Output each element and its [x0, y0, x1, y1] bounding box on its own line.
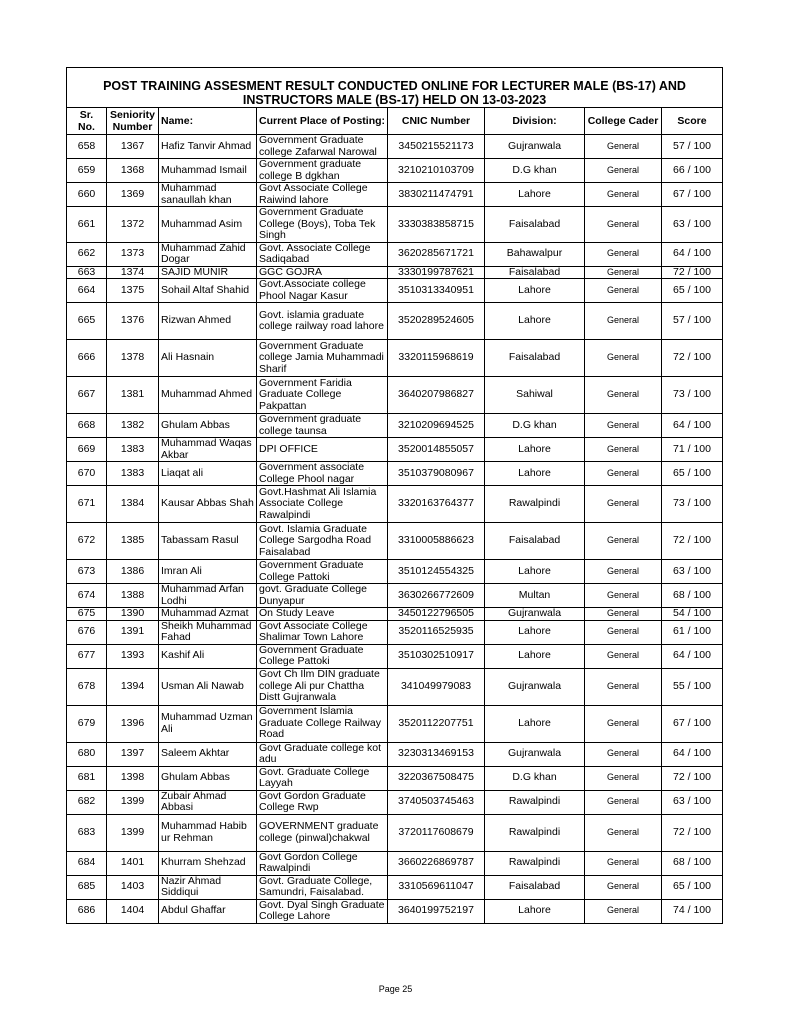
row-name: SAJID MUNIR — [159, 266, 257, 279]
row-seniority: 1399 — [107, 814, 159, 851]
row-seniority: 1368 — [107, 159, 159, 183]
row-name: Sohail Altaf Shahid — [159, 279, 257, 303]
row-seniority: 1393 — [107, 644, 159, 668]
row-name: Muhammad Arfan Lodhi — [159, 584, 257, 608]
row-cnic: 3740503745463 — [388, 790, 485, 814]
row-cadre: General — [585, 620, 662, 644]
row-posting: Govt. Graduate College Layyah — [257, 766, 388, 790]
row-name: Tabassam Rasul — [159, 523, 257, 560]
table-row — [67, 303, 723, 340]
row-cnic: 3210210103709 — [388, 159, 485, 183]
row-cadre: General — [585, 644, 662, 668]
row-posting: GGC GOJRA — [257, 266, 388, 279]
header-cadre: College Cader — [585, 108, 662, 135]
table-row — [67, 266, 723, 279]
row-cadre: General — [585, 377, 662, 414]
row-division: Bahawalpur — [485, 242, 585, 266]
table-row — [67, 899, 723, 923]
row-seniority: 1401 — [107, 851, 159, 875]
row-score: 68 / 100 — [662, 584, 723, 608]
row-sr: 658 — [67, 135, 107, 159]
row-cadre: General — [585, 340, 662, 377]
row-division: D.G khan — [485, 766, 585, 790]
row-posting: Government Graduate College (Boys), Toba Tek Singh — [257, 207, 388, 243]
row-score: 73 / 100 — [662, 486, 723, 523]
row-name: Ghulam Abbas — [159, 766, 257, 790]
row-name: Kashif Ali — [159, 644, 257, 668]
row-sr: 683 — [67, 814, 107, 851]
row-name: Muhammad Habib ur Rehman — [159, 814, 257, 851]
row-seniority: 1378 — [107, 340, 159, 377]
header-division: Division: — [485, 108, 585, 135]
row-cnic: 3330199787621 — [388, 266, 485, 279]
row-seniority: 1394 — [107, 668, 159, 705]
row-name: Muhammad Asim — [159, 207, 257, 243]
row-score: 65 / 100 — [662, 279, 723, 303]
header-name: Name: — [159, 108, 257, 135]
row-name: Nazir Ahmad Siddiqui — [159, 875, 257, 899]
row-cadre: General — [585, 790, 662, 814]
row-sr: 682 — [67, 790, 107, 814]
row-division: Gujranwala — [485, 668, 585, 705]
row-cadre: General — [585, 266, 662, 279]
row-seniority: 1382 — [107, 414, 159, 438]
row-division: Sahiwal — [485, 377, 585, 414]
table-row — [67, 620, 723, 644]
row-posting: Govt. Islamia Graduate College Sargodha Road Faisalabad — [257, 523, 388, 560]
header-posting: Current Place of Posting: — [257, 108, 388, 135]
row-seniority: 1375 — [107, 279, 159, 303]
row-seniority: 1388 — [107, 584, 159, 608]
row-score: 63 / 100 — [662, 560, 723, 584]
row-division: Lahore — [485, 279, 585, 303]
row-cnic: 3520116525935 — [388, 620, 485, 644]
row-cadre: General — [585, 851, 662, 875]
row-cnic: 3510302510917 — [388, 644, 485, 668]
table-row — [67, 462, 723, 486]
row-sr: 671 — [67, 486, 107, 523]
table-row — [67, 377, 723, 414]
table-row — [67, 851, 723, 875]
row-division: Faisalabad — [485, 207, 585, 243]
table-row — [67, 766, 723, 790]
table-row — [67, 135, 723, 159]
row-cadre: General — [585, 705, 662, 742]
row-name: Ali Hasnain — [159, 340, 257, 377]
row-posting: Govt. Associate College Sadiqabad — [257, 242, 388, 266]
row-cadre: General — [585, 303, 662, 340]
row-seniority: 1383 — [107, 462, 159, 486]
row-posting: Government Faridia Graduate College Pakpattan — [257, 377, 388, 414]
row-sr: 673 — [67, 560, 107, 584]
row-cnic: 3630266772609 — [388, 584, 485, 608]
table-row — [67, 242, 723, 266]
row-division: Faisalabad — [485, 340, 585, 377]
row-division: Gujranwala — [485, 608, 585, 621]
row-cnic: 3320163764377 — [388, 486, 485, 523]
row-seniority: 1404 — [107, 899, 159, 923]
row-division: Lahore — [485, 620, 585, 644]
row-seniority: 1390 — [107, 608, 159, 621]
row-cadre: General — [585, 608, 662, 621]
row-cnic: 3720117608679 — [388, 814, 485, 851]
header-seniority — [107, 108, 159, 135]
row-score: 54 / 100 — [662, 608, 723, 621]
row-name: Kausar Abbas Shah — [159, 486, 257, 523]
table-row — [67, 340, 723, 377]
row-name: Saleem Akhtar — [159, 742, 257, 766]
row-cnic: 3310569611047 — [388, 875, 485, 899]
row-seniority: 1396 — [107, 705, 159, 742]
row-posting: Govt Associate College Raiwind lahore — [257, 183, 388, 207]
row-posting: On Study Leave — [257, 608, 388, 621]
row-score: 63 / 100 — [662, 207, 723, 243]
row-score: 64 / 100 — [662, 242, 723, 266]
row-seniority: 1391 — [107, 620, 159, 644]
row-division: D.G khan — [485, 414, 585, 438]
row-name: Liaqat ali — [159, 462, 257, 486]
page-number: Page 25 — [378, 984, 413, 994]
row-name: Imran Ali — [159, 560, 257, 584]
row-name: Zubair Ahmad Abbasi — [159, 790, 257, 814]
row-name: Ghulam Abbas — [159, 414, 257, 438]
row-score: 61 / 100 — [662, 620, 723, 644]
row-posting: Government graduate college taunsa — [257, 414, 388, 438]
row-name: Muhammad Zahid Dogar — [159, 242, 257, 266]
row-sr: 662 — [67, 242, 107, 266]
row-posting: Government Graduate College Pattoki — [257, 560, 388, 584]
row-sr: 675 — [67, 608, 107, 621]
row-name: Sheikh Muhammad Fahad — [159, 620, 257, 644]
row-name: Hafiz Tanvir Ahmad — [159, 135, 257, 159]
row-score: 72 / 100 — [662, 266, 723, 279]
row-cnic: 3220367508475 — [388, 766, 485, 790]
table-row — [67, 279, 723, 303]
row-cadre: General — [585, 242, 662, 266]
row-cadre: General — [585, 414, 662, 438]
row-score: 57 / 100 — [662, 303, 723, 340]
row-cadre: General — [585, 742, 662, 766]
row-name: Muhammad Waqas Akbar — [159, 438, 257, 462]
row-posting: DPI OFFICE — [257, 438, 388, 462]
row-cnic: 3510313340951 — [388, 279, 485, 303]
row-score: 72 / 100 — [662, 814, 723, 851]
results-table — [66, 67, 723, 924]
row-score: 67 / 100 — [662, 183, 723, 207]
table-row — [67, 438, 723, 462]
row-posting: Government Graduate college Zafarwal Narowal — [257, 135, 388, 159]
table-row — [67, 668, 723, 705]
page-title — [67, 68, 723, 108]
table-row — [67, 183, 723, 207]
row-sr: 668 — [67, 414, 107, 438]
row-sr: 660 — [67, 183, 107, 207]
row-posting: Govt Associate College Shalimar Town Lahore — [257, 620, 388, 644]
row-sr: 679 — [67, 705, 107, 742]
row-name: Muhammad Ahmed — [159, 377, 257, 414]
row-cadre: General — [585, 560, 662, 584]
row-posting: Government Islamia Graduate College Railway Road — [257, 705, 388, 742]
row-division: D.G khan — [485, 159, 585, 183]
row-posting: GOVERNMENT graduate college (pinwal)chakwal — [257, 814, 388, 851]
row-posting: Govt. Dyal Singh Graduate College Lahore — [257, 899, 388, 923]
row-sr: 677 — [67, 644, 107, 668]
table-row — [67, 742, 723, 766]
row-score: 64 / 100 — [662, 414, 723, 438]
row-division: Lahore — [485, 705, 585, 742]
table-body — [67, 135, 723, 924]
table-row — [67, 814, 723, 851]
row-seniority: 1398 — [107, 766, 159, 790]
row-score: 73 / 100 — [662, 377, 723, 414]
row-division: Lahore — [485, 560, 585, 584]
row-division: Lahore — [485, 644, 585, 668]
row-seniority: 1373 — [107, 242, 159, 266]
row-score: 65 / 100 — [662, 462, 723, 486]
row-division: Rawalpindi — [485, 814, 585, 851]
row-cnic: 3520112207751 — [388, 705, 485, 742]
row-name: Rizwan Ahmed — [159, 303, 257, 340]
row-name: Muhammad Azmat — [159, 608, 257, 621]
row-posting: Government Graduate college Jamia Muhammadi Sharif — [257, 340, 388, 377]
row-seniority: 1399 — [107, 790, 159, 814]
row-score: 68 / 100 — [662, 851, 723, 875]
row-cadre: General — [585, 207, 662, 243]
row-division: Rawalpindi — [485, 790, 585, 814]
row-posting: Govt Ch Ilm DIN graduate college Ali pur Chattha Distt Gujranwala — [257, 668, 388, 705]
row-sr: 678 — [67, 668, 107, 705]
row-seniority: 1376 — [107, 303, 159, 340]
row-division: Gujranwala — [485, 742, 585, 766]
row-cnic: 3320115968619 — [388, 340, 485, 377]
row-cnic: 3620285671721 — [388, 242, 485, 266]
table-row — [67, 207, 723, 243]
row-seniority: 1383 — [107, 438, 159, 462]
row-name: Usman Ali Nawab — [159, 668, 257, 705]
row-score: 55 / 100 — [662, 668, 723, 705]
header-seniority-line-2: Number — [112, 121, 153, 133]
row-sr: 670 — [67, 462, 107, 486]
row-sr: 681 — [67, 766, 107, 790]
row-division: Faisalabad — [485, 266, 585, 279]
row-posting: Government graduate college B dgkhan — [257, 159, 388, 183]
row-cadre: General — [585, 875, 662, 899]
row-division: Faisalabad — [485, 875, 585, 899]
row-name: Muhammad sanaullah khan — [159, 183, 257, 207]
table-row — [67, 790, 723, 814]
row-seniority: 1372 — [107, 207, 159, 243]
row-sr: 663 — [67, 266, 107, 279]
row-cnic: 3310005886623 — [388, 523, 485, 560]
header-row — [67, 108, 723, 135]
row-cnic: 3520289524605 — [388, 303, 485, 340]
row-posting: Government Graduate College Pattoki — [257, 644, 388, 668]
row-division: Rawalpindi — [485, 851, 585, 875]
row-cadre: General — [585, 462, 662, 486]
row-sr: 664 — [67, 279, 107, 303]
row-posting: Govt.Associate college Phool Nagar Kasur — [257, 279, 388, 303]
row-cnic: 341049979083 — [388, 668, 485, 705]
header-score: Score — [662, 108, 723, 135]
title-row — [67, 68, 723, 108]
row-posting: Government associate College Phool nagar — [257, 462, 388, 486]
row-posting: Govt Gordon Graduate College Rwp — [257, 790, 388, 814]
table-row — [67, 523, 723, 560]
row-score: 57 / 100 — [662, 135, 723, 159]
row-sr: 665 — [67, 303, 107, 340]
row-cnic: 3640207986827 — [388, 377, 485, 414]
row-sr: 680 — [67, 742, 107, 766]
row-cnic: 3330383858715 — [388, 207, 485, 243]
results-sheet — [66, 67, 722, 924]
row-sr: 672 — [67, 523, 107, 560]
table-row — [67, 414, 723, 438]
table-row — [67, 159, 723, 183]
row-sr: 661 — [67, 207, 107, 243]
row-score: 64 / 100 — [662, 644, 723, 668]
row-division: Faisalabad — [485, 523, 585, 560]
title-line-1: POST TRAINING ASSESMENT RESULT CONDUCTED ONLINE FOR LECTURER MALE (BS-17) AND — [103, 79, 686, 93]
row-division: Lahore — [485, 899, 585, 923]
row-sr: 666 — [67, 340, 107, 377]
row-division: Gujranwala — [485, 135, 585, 159]
row-cnic: 3450122796505 — [388, 608, 485, 621]
table-row — [67, 608, 723, 621]
row-sr: 686 — [67, 899, 107, 923]
row-seniority: 1386 — [107, 560, 159, 584]
row-cnic: 3450215521173 — [388, 135, 485, 159]
row-score: 67 / 100 — [662, 705, 723, 742]
row-posting: Govt Graduate college kot adu — [257, 742, 388, 766]
row-name: Abdul Ghaffar — [159, 899, 257, 923]
row-seniority: 1385 — [107, 523, 159, 560]
row-seniority: 1384 — [107, 486, 159, 523]
row-seniority: 1381 — [107, 377, 159, 414]
table-row — [67, 705, 723, 742]
row-division: Rawalpindi — [485, 486, 585, 523]
row-posting: govt. Graduate College Dunyapur — [257, 584, 388, 608]
row-cadre: General — [585, 899, 662, 923]
row-cadre: General — [585, 135, 662, 159]
table-row — [67, 486, 723, 523]
row-score: 72 / 100 — [662, 766, 723, 790]
table-row — [67, 644, 723, 668]
row-cnic: 3660226869787 — [388, 851, 485, 875]
row-posting: Govt Gordon College Rawalpindi — [257, 851, 388, 875]
table-row — [67, 584, 723, 608]
row-division: Lahore — [485, 438, 585, 462]
row-posting: Govt. islamia graduate college railway road lahore — [257, 303, 388, 340]
row-sr: 685 — [67, 875, 107, 899]
row-seniority: 1369 — [107, 183, 159, 207]
row-score: 72 / 100 — [662, 340, 723, 377]
row-cadre: General — [585, 486, 662, 523]
row-seniority: 1367 — [107, 135, 159, 159]
row-cadre: General — [585, 159, 662, 183]
row-seniority: 1374 — [107, 266, 159, 279]
row-sr: 667 — [67, 377, 107, 414]
row-cnic: 3510124554325 — [388, 560, 485, 584]
header-seniority-line-1: Seniority — [110, 109, 155, 121]
row-cnic: 3510379080967 — [388, 462, 485, 486]
row-cadre: General — [585, 766, 662, 790]
row-sr: 676 — [67, 620, 107, 644]
row-sr: 674 — [67, 584, 107, 608]
row-division: Lahore — [485, 183, 585, 207]
row-cadre: General — [585, 523, 662, 560]
header-sr — [67, 108, 107, 135]
header-cnic: CNIC Number — [388, 108, 485, 135]
row-score: 71 / 100 — [662, 438, 723, 462]
row-score: 64 / 100 — [662, 742, 723, 766]
row-cadre: General — [585, 279, 662, 303]
title-line-2: INSTRUCTORS MALE (BS-17) HELD ON 13-03-2023 — [242, 93, 547, 107]
row-sr: 684 — [67, 851, 107, 875]
row-division: Multan — [485, 584, 585, 608]
table-row — [67, 875, 723, 899]
row-cadre: General — [585, 438, 662, 462]
row-division: Lahore — [485, 462, 585, 486]
row-seniority: 1403 — [107, 875, 159, 899]
row-score: 66 / 100 — [662, 159, 723, 183]
row-cnic: 3830211474791 — [388, 183, 485, 207]
row-score: 63 / 100 — [662, 790, 723, 814]
row-name: Muhammad Ismail — [159, 159, 257, 183]
row-cadre: General — [585, 668, 662, 705]
row-sr: 659 — [67, 159, 107, 183]
row-cadre: General — [585, 183, 662, 207]
row-score: 65 / 100 — [662, 875, 723, 899]
row-score: 74 / 100 — [662, 899, 723, 923]
row-posting: Govt. Graduate College, Samundri, Faisalabad. — [257, 875, 388, 899]
row-name: Khurram Shehzad — [159, 851, 257, 875]
row-cnic: 3230313469153 — [388, 742, 485, 766]
row-cnic: 3520014855057 — [388, 438, 485, 462]
row-cadre: General — [585, 814, 662, 851]
row-division: Lahore — [485, 303, 585, 340]
table-row — [67, 560, 723, 584]
row-sr: 669 — [67, 438, 107, 462]
row-cadre: General — [585, 584, 662, 608]
row-seniority: 1397 — [107, 742, 159, 766]
header-sr-line-1: Sr. — [79, 109, 94, 121]
row-name: Muhammad Uzman Ali — [159, 705, 257, 742]
row-cnic: 3210209694525 — [388, 414, 485, 438]
row-cnic: 3640199752197 — [388, 899, 485, 923]
row-posting: Govt.Hashmat Ali Islamia Associate College Rawalpindi — [257, 486, 388, 523]
header-sr-line-2: No. — [78, 121, 95, 133]
row-score: 72 / 100 — [662, 523, 723, 560]
